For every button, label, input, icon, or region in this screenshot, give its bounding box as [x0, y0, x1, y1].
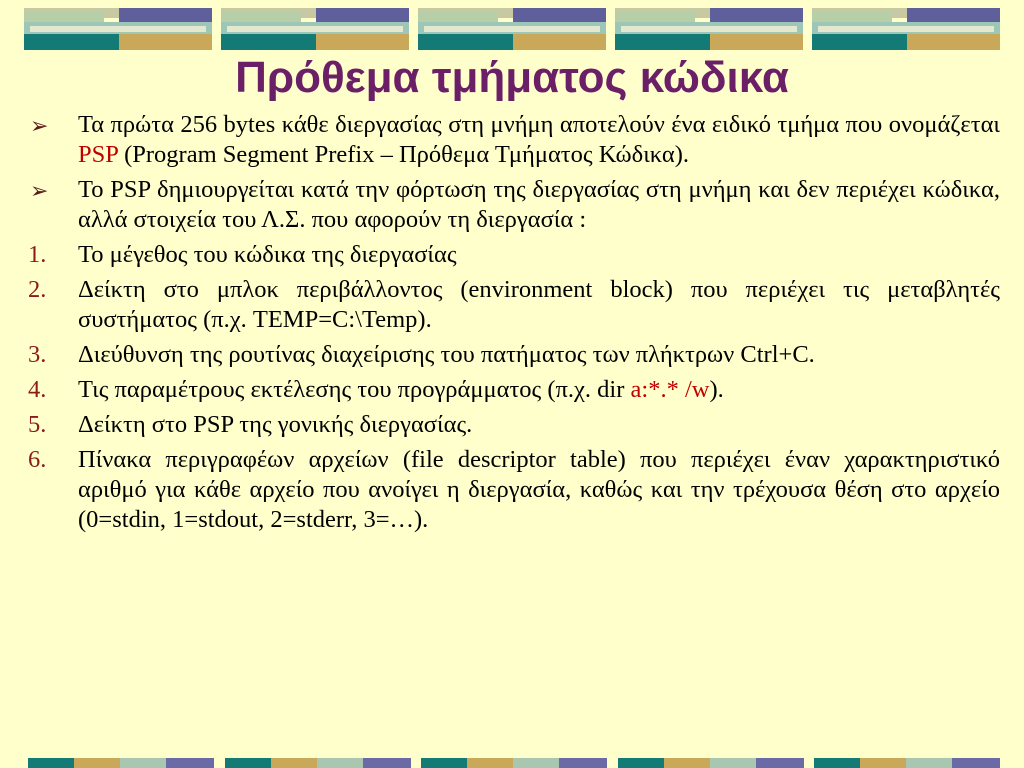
- item-text: Δείκτη στο PSP της γονικής διεργασίας.: [78, 411, 473, 438]
- command-example-highlight: a:*.* /w: [630, 376, 710, 403]
- item-number: 5.: [28, 411, 47, 438]
- item-text: Διεύθυνση της ρουτίνας διαχείρισης του πατήματος των πλήκτρων Ctrl+C.: [78, 341, 815, 368]
- item-number: 3.: [28, 341, 47, 368]
- numbered-item: [22, 410, 1000, 440]
- header-decoration: [24, 8, 1000, 50]
- psp-highlight: PSP: [78, 141, 118, 168]
- header-decoration-block: [615, 8, 803, 50]
- numbered-item: [22, 445, 1000, 535]
- header-decoration-block: [812, 8, 1000, 50]
- item-text: ).: [709, 376, 724, 403]
- header-decoration-block: [24, 8, 212, 50]
- numbered-item: [22, 240, 1000, 270]
- footer-decoration-block: [814, 758, 1000, 768]
- numbered-item: [22, 340, 1000, 370]
- numbered-item: [22, 375, 1000, 405]
- item-number: 4.: [28, 376, 47, 403]
- footer-decoration-block: [28, 758, 214, 768]
- item-number: 2.: [28, 276, 47, 303]
- item-text: Δείκτη στο μπλοκ περιβάλλοντος (environment block) που περιέχει τις μεταβλητές συστήματος (π.χ. TEMP=C:\Temp).: [78, 276, 1000, 333]
- slide-body: [22, 110, 1000, 540]
- item-number: 6.: [28, 446, 47, 473]
- footer-decoration-block: [225, 758, 411, 768]
- item-number: 1.: [28, 241, 47, 268]
- header-decoration-block: [221, 8, 409, 50]
- item-text: Τις παραμέτρους εκτέλεσης του προγράμματος (π.χ. dir: [78, 376, 631, 403]
- bullet-item: [22, 110, 1000, 170]
- bullet-text: (Program Segment Prefix – Πρόθεμα Τμήματος Κώδικα).: [117, 141, 690, 168]
- footer-decoration-block: [421, 758, 607, 768]
- bullet-text: Τα πρώτα 256 bytes κάθε διεργασίας στη μνήμη αποτελούν ένα ειδικό τμήμα που ονομάζεται: [78, 111, 1000, 138]
- slide-title: Πρόθεμα τμήματος κώδικα: [235, 53, 789, 102]
- item-text: Το μέγεθος του κώδικα της διεργασίας: [78, 241, 457, 268]
- bullet-text: Το PSP δημιουργείται κατά την φόρτωση της διεργασίας στη μνήμη και δεν περιέχει κώδικα, αλλά στοιχεία του Λ.Σ. που αφορούν τη διεργασία :: [78, 176, 1000, 233]
- header-decoration-block: [418, 8, 606, 50]
- item-text: Πίνακα περιγραφέων αρχείων (file descriptor table) που περιέχει έναν χαρακτηριστικό αριθμό για κάθε αρχείο που ανοίγει η διεργασία, καθώς και την τρέχουσα θέση στο αρχείο (0=stdin, 1=stdout, 2=stderr, 3=…).: [78, 446, 1000, 533]
- arrow-bullet-icon: ➢: [30, 178, 49, 203]
- footer-decoration-block: [618, 758, 804, 768]
- numbered-item: [22, 275, 1000, 335]
- footer-decoration: [28, 758, 1000, 768]
- bullet-item: [22, 175, 1000, 235]
- arrow-bullet-icon: ➢: [30, 113, 49, 138]
